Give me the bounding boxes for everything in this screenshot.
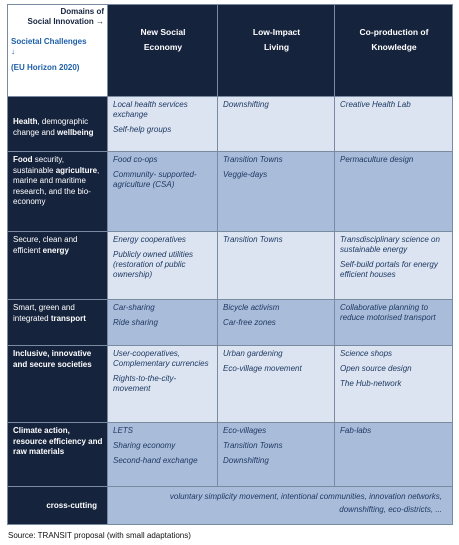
domains-label: Domains of Social Innovation →: [27, 7, 104, 26]
table-row: [8, 423, 453, 487]
column-header-co-production-knowledge: Co-production of Knowledge: [335, 5, 453, 97]
cell-health-new-social-economy: Local health services exchange Self-help groups: [108, 97, 218, 152]
cell-climate-co-production: Fab-labs: [335, 423, 453, 487]
header-row: [8, 5, 453, 97]
cell-climate-low-impact-living: Eco-villages Transition Towns Downshifting: [218, 423, 335, 487]
cell-transport-co-production: Collaborative planning to reduce motorised transport: [335, 300, 453, 346]
table-row: [8, 346, 453, 423]
cell-inclusive-low-impact-living: Urban gardening Eco-village movement: [218, 346, 335, 423]
challenges-label: Societal Challenges ↓: [11, 37, 87, 56]
horizon-label: (EU Horizon 2020): [11, 63, 80, 72]
cell-cross-cutting: [108, 487, 453, 525]
row-header-transport: Smart, green and integrated transport: [8, 300, 108, 346]
cell-inclusive-new-social-economy: User-cooperatives, Complementary currencies Rights-to-the-city-movement: [108, 346, 218, 423]
cell-food-low-impact-living: Transition Towns Veggie-days: [218, 152, 335, 232]
table-row: [8, 300, 453, 346]
row-header-food: Food security, sustainable agriculture, marine and maritime research, and the bio-economy: [8, 152, 108, 232]
cell-food-new-social-economy: Food co-ops Community- supported-agriculture (CSA): [108, 152, 218, 232]
row-header-energy: Secure, clean and efficient energy: [8, 232, 108, 300]
column-header-new-social-economy: New Social Economy: [108, 5, 218, 97]
cell-transport-low-impact-living: Bicycle activism Car-free zones: [218, 300, 335, 346]
row-header-inclusive-societies: Inclusive, innovative and secure societies: [8, 346, 108, 423]
row-header-cross-cutting: cross-cutting: [8, 487, 108, 525]
cell-health-low-impact-living: Downshifting: [218, 97, 335, 152]
cell-transport-new-social-economy: Car-sharing Ride sharing: [108, 300, 218, 346]
social-innovation-table-container: [7, 4, 452, 525]
arrow-down-icon: ↓: [11, 47, 15, 56]
cell-energy-new-social-economy: Energy cooperatives Publicly owned utilities (restoration of public ownership): [108, 232, 218, 300]
cross-cutting-text-line-1: voluntary simplicity movement, intentional communities, innovation networks,: [169, 492, 442, 501]
table-row: [8, 152, 453, 232]
cell-food-co-production: Permaculture design: [335, 152, 453, 232]
cell-health-co-production: Creative Health Lab: [335, 97, 453, 152]
column-header-low-impact-living: Low-Impact Living: [218, 5, 335, 97]
cell-energy-co-production: Transdisciplinary science on sustainable energy Self-build portals for energy efficient houses: [335, 232, 453, 300]
cross-cutting-row: [8, 487, 453, 525]
table-row: [8, 232, 453, 300]
table-row: [8, 97, 453, 152]
row-header-climate-action: Climate action, resource efficiency and raw materials: [8, 423, 108, 487]
row-header-health: Health, demographic change and wellbeing: [8, 97, 108, 152]
social-innovation-table: [7, 4, 453, 525]
arrow-right-icon: →: [96, 17, 104, 26]
source-caption: Source: TRANSIT proposal (with small adaptations): [8, 531, 191, 540]
corner-cell: [8, 5, 108, 97]
cell-inclusive-co-production: Science shops Open source design The Hub-network: [335, 346, 453, 423]
cell-energy-low-impact-living: Transition Towns: [218, 232, 335, 300]
cell-climate-new-social-economy: LETS Sharing economy Second-hand exchange: [108, 423, 218, 487]
cross-cutting-text-line-2: downshifting, eco-districts, ...: [339, 505, 442, 514]
